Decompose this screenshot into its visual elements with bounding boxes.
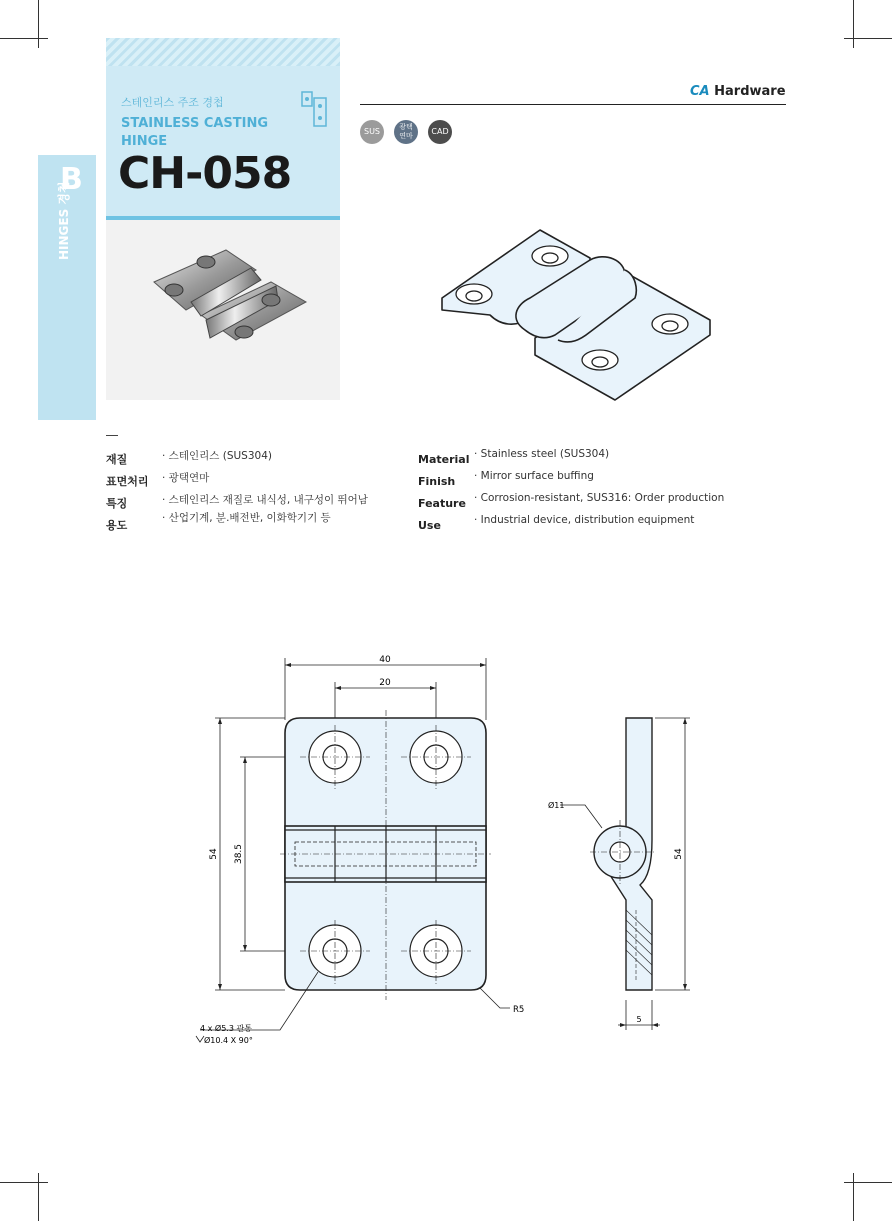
hole-note-1: 4 x Ø5.3 관통 [200, 1024, 252, 1033]
spec-row [418, 448, 610, 470]
dim-5: 5 [636, 1015, 642, 1024]
crop-mark [853, 0, 854, 48]
title-korean: 스테인리스 주조 경첩 [121, 96, 224, 109]
spec-label: 재질 [106, 453, 128, 466]
spec-value: · Industrial device, distribution equipment [474, 514, 695, 526]
section-label: HINGES 경첩 [57, 181, 71, 260]
spec-value: · Mirror surface buffing [474, 470, 594, 482]
title-english [121, 115, 268, 151]
dim-d11: Ø11 [548, 801, 565, 810]
brand-mark: CA [690, 84, 710, 99]
spec-row [418, 514, 695, 536]
spec-row [418, 492, 725, 514]
spec-table-en [418, 448, 725, 536]
spec-value: · Corrosion-resistant, SUS316: Order production [474, 492, 725, 504]
spec-label: Finish [418, 475, 456, 488]
dim-20: 20 [379, 678, 391, 688]
spec-value: · Stainless steel (SUS304) [474, 448, 610, 460]
spec-label: 특징 [106, 497, 128, 510]
title-stripe [106, 38, 340, 66]
spec-label: Material [418, 453, 470, 466]
spec-divider [106, 435, 118, 436]
crop-mark [38, 1173, 39, 1221]
crop-mark [844, 38, 892, 39]
dim-54: 54 [209, 848, 219, 860]
dim-r5: R5 [513, 1005, 525, 1015]
crop-mark [844, 1182, 892, 1183]
product-photo [106, 220, 340, 400]
spec-value: · 광택연마 [162, 472, 210, 484]
spec-label: 용도 [106, 519, 128, 532]
countersink-symbol [196, 1036, 204, 1042]
brand-rule [360, 104, 786, 105]
crop-mark [853, 1173, 854, 1221]
hole-note-2: Ø10.4 X 90° [204, 1036, 253, 1045]
hinge-small-icon [300, 90, 330, 130]
spec-value: · 산업기계, 분.배전반, 이화학기기 등 [162, 512, 331, 524]
model-number: CH-058 [118, 148, 292, 199]
front-view-drawing [190, 640, 550, 1060]
side-view-drawing [540, 700, 700, 1040]
spec-table-ko [106, 448, 368, 536]
brand-name: Hardware [714, 84, 786, 99]
hinge-photo-image [106, 220, 340, 400]
title-english-line2: HINGE [121, 134, 168, 149]
dim-40: 40 [379, 655, 391, 665]
dim-38-5: 38.5 [234, 843, 244, 865]
crop-mark [0, 38, 48, 39]
hinge-isometric-drawing [430, 220, 730, 410]
spec-value: · 스테인리스 (SUS304) [162, 450, 272, 462]
spec-row [106, 448, 272, 470]
badge-sus: SUS [360, 120, 384, 144]
brand-logo [690, 84, 786, 99]
spec-label: 표면처리 [106, 475, 149, 488]
spec-row [106, 512, 331, 536]
crop-mark [0, 1182, 48, 1183]
spec-row [418, 470, 594, 492]
spec-row [106, 470, 210, 492]
badge-polish: 광택연마 [394, 120, 418, 144]
badge-cad: CAD [428, 120, 452, 144]
spec-label: Feature [418, 497, 466, 510]
spec-row [106, 492, 368, 514]
spec-label: Use [418, 519, 441, 532]
spec-value: · 스테인리스 재질로 내식성, 내구성이 뛰어남 [162, 494, 368, 506]
crop-mark [38, 0, 39, 48]
section-letter: B [60, 162, 83, 197]
dim-54-side: 54 [674, 848, 684, 860]
title-english-line1: STAINLESS CASTING [121, 116, 269, 131]
